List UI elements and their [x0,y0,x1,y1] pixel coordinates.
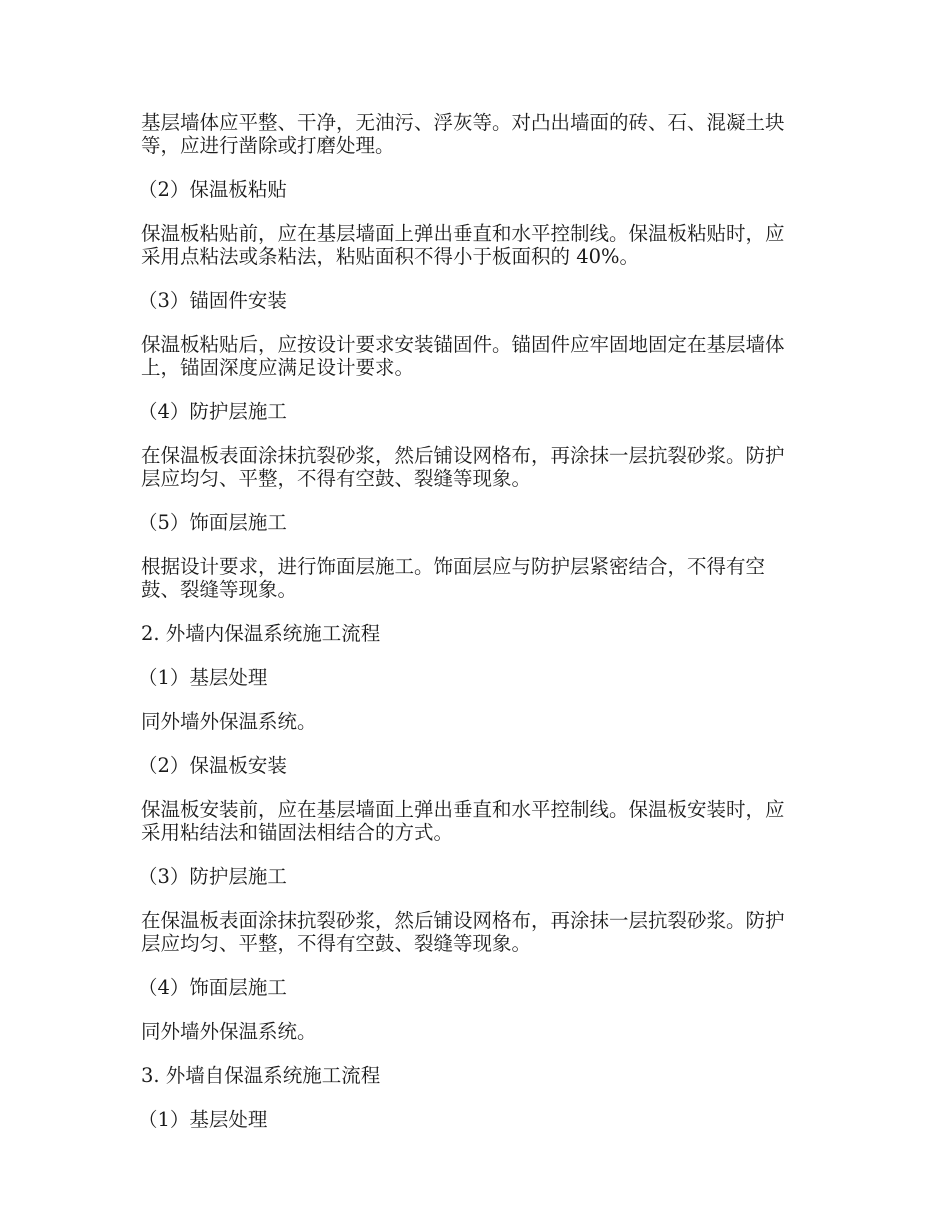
document-body [138,111,801,1152]
paragraph-interior-base: 同外墙外保温系统。 [141,710,317,733]
subheading-anchor-install: （3）锚固件安装 [138,289,287,312]
paragraph-board-bonding: 保温板粘贴前，应在基层墙面上弹出垂直和水平控制线。保温板粘贴时，应采用点粘法或条粘法，粘贴面积不得小于板面积的 40%。 [141,222,785,268]
paragraph-protective-layer: 在保温板表面涂抹抗裂砂浆，然后铺设网格布，再涂抹一层抗裂砂浆。防护层应均匀、平整，不得有空鼓、裂缝等现象。 [141,444,785,490]
subheading-interior-protective: （3）防护层施工 [138,865,287,888]
paragraph-base-treatment: 基层墙体应平整、干净，无油污、浮灰等。对凸出墙面的砖、石、混凝土块等，应进行凿除或打磨处理。 [141,111,785,157]
paragraph-interior-protective: 在保温板表面涂抹抗裂砂浆，然后铺设网格布，再涂抹一层抗裂砂浆。防护层应均匀、平整，不得有空鼓、裂缝等现象。 [141,909,785,955]
section-heading-interior-insulation: 2. 外墙内保温系统施工流程 [141,622,381,645]
paragraph-finish-layer: 根据设计要求，进行饰面层施工。饰面层应与防护层紧密结合，不得有空鼓、裂缝等现象。 [141,555,766,601]
subheading-protective-layer: （4）防护层施工 [138,400,287,423]
subheading-interior-base: （1）基层处理 [138,666,268,689]
subheading-finish-layer: （5）饰面层施工 [138,511,287,534]
subheading-board-bonding: （2）保温板粘贴 [138,178,287,201]
subheading-interior-finish: （4）饰面层施工 [138,976,287,999]
paragraph-interior-finish: 同外墙外保温系统。 [141,1020,317,1043]
subheading-interior-board-install: （2）保温板安装 [138,754,287,777]
section-heading-self-insulation: 3. 外墙自保温系统施工流程 [141,1064,381,1087]
paragraph-anchor-install: 保温板粘贴后，应按设计要求安装锚固件。锚固件应牢固地固定在基层墙体上，锚固深度应满足设计要求。 [141,333,785,379]
paragraph-interior-board-install: 保温板安装前，应在基层墙面上弹出垂直和水平控制线。保温板安装时，应采用粘结法和锚固法相结合的方式。 [141,798,785,844]
subheading-self-base: （1）基层处理 [138,1108,268,1131]
